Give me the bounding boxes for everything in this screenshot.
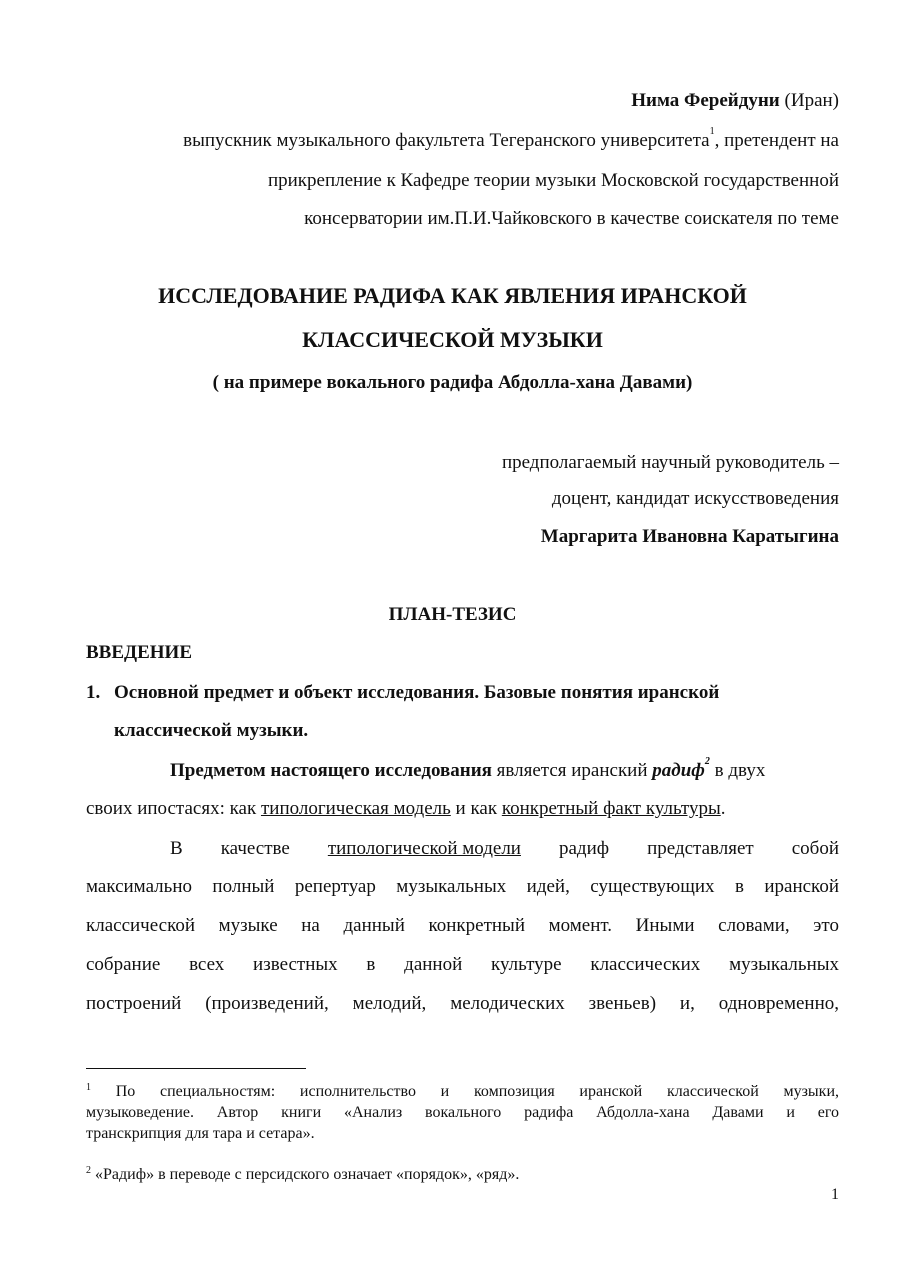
- footnote-text: По специальностям: исполнительство и композиция иранской классической музыки,: [115, 1083, 840, 1100]
- text: своих ипостасях: как: [86, 798, 261, 819]
- author-affiliation-line-1: [183, 126, 839, 152]
- intro-heading: ВВЕДЕНИЕ: [86, 642, 192, 663]
- paragraph-2-line-5: построений (произведений, мелодий, мелодических звеньев) и, одновременно,: [86, 993, 839, 1014]
- footnote-mark: 1: [86, 1082, 91, 1093]
- underlined-term: конкретный факт культуры: [501, 798, 721, 819]
- underlined-term: типологическая модель: [260, 798, 451, 819]
- title-line-1: ИССЛЕДОВАНИЕ РАДИФА КАК ЯВЛЕНИЯ ИРАНСКОЙ: [158, 283, 747, 308]
- text: .: [720, 798, 726, 819]
- text: является иранский: [491, 760, 653, 781]
- item-heading-line-1: Основной предмет и объект исследования. Базовые понятия иранской: [114, 682, 720, 703]
- author-line: [631, 90, 839, 112]
- footnote-ref-2: 2: [704, 756, 710, 767]
- word: собой: [791, 838, 839, 859]
- footnote-1-line-3: транскрипция для тара и сетара».: [86, 1125, 315, 1142]
- item-number: 1.: [86, 682, 101, 703]
- footnote-text: «Радиф» в переводе с персидского означает «порядок», «ряд».: [95, 1166, 520, 1183]
- affiliation-text-tail: , претендент на: [714, 130, 839, 151]
- text: и как: [450, 798, 502, 819]
- subtitle: ( на примере вокального радифа Абдолла-хана Давами): [212, 372, 693, 393]
- footnote-ref-1: 1: [709, 126, 715, 137]
- underlined-term: типологической модели: [327, 838, 521, 859]
- word: представляет: [647, 838, 754, 859]
- word: качестве: [220, 838, 290, 859]
- paragraph-2-line-1: [170, 838, 839, 860]
- footnote-1-line-1: [86, 1081, 839, 1102]
- footnote-1-line-2: музыковедение. Автор книги «Анализ вокального радифа Абдолла-хана Давами и его: [86, 1104, 839, 1121]
- supervisor-role: предполагаемый научный руководитель –: [501, 452, 839, 473]
- word: радиф: [558, 838, 610, 859]
- item-heading-line-2: классической музыки.: [114, 720, 309, 741]
- plan-heading: ПЛАН-ТЕЗИС: [388, 604, 517, 625]
- word: В: [170, 838, 183, 859]
- paragraph-1-line-2: [86, 798, 725, 820]
- footnote-mark: 2: [86, 1165, 91, 1176]
- text: в двух: [709, 760, 766, 781]
- supervisor-name: Маргарита Ивановна Каратыгина: [540, 526, 839, 547]
- paragraph-1-line-1: [170, 756, 766, 782]
- author-name: Нима Ферейдуни: [631, 90, 780, 111]
- subject-bold: Предметом настоящего исследования: [170, 760, 492, 781]
- footnote-separator: [86, 1068, 306, 1069]
- title-line-2: КЛАССИЧЕСКОЙ МУЗЫКИ: [302, 327, 603, 352]
- affiliation-text: выпускник музыкального факультета Тегеранского университета: [183, 130, 710, 151]
- paragraph-2-line-3: классической музыке на данный конкретный момент. Иными словами, это: [86, 915, 839, 936]
- author-affiliation-line-2: прикрепление к Кафедре теории музыки Московской государственной: [267, 170, 839, 191]
- page-number: 1: [831, 1186, 839, 1203]
- paragraph-2-line-4: собрание всех известных в данной культуре классических музыкальных: [86, 954, 839, 975]
- paragraph-2-line-2: максимально полный репертуар музыкальных идей, существующих в иранской: [86, 876, 839, 897]
- supervisor-degree: доцент, кандидат искусствоведения: [551, 488, 839, 509]
- radif-term: радиф: [652, 760, 705, 781]
- author-affiliation-line-3: консерватории им.П.И.Чайковского в качестве соискателя по теме: [304, 208, 839, 229]
- author-country: (Иран): [784, 90, 839, 111]
- footnote-2: [86, 1164, 839, 1185]
